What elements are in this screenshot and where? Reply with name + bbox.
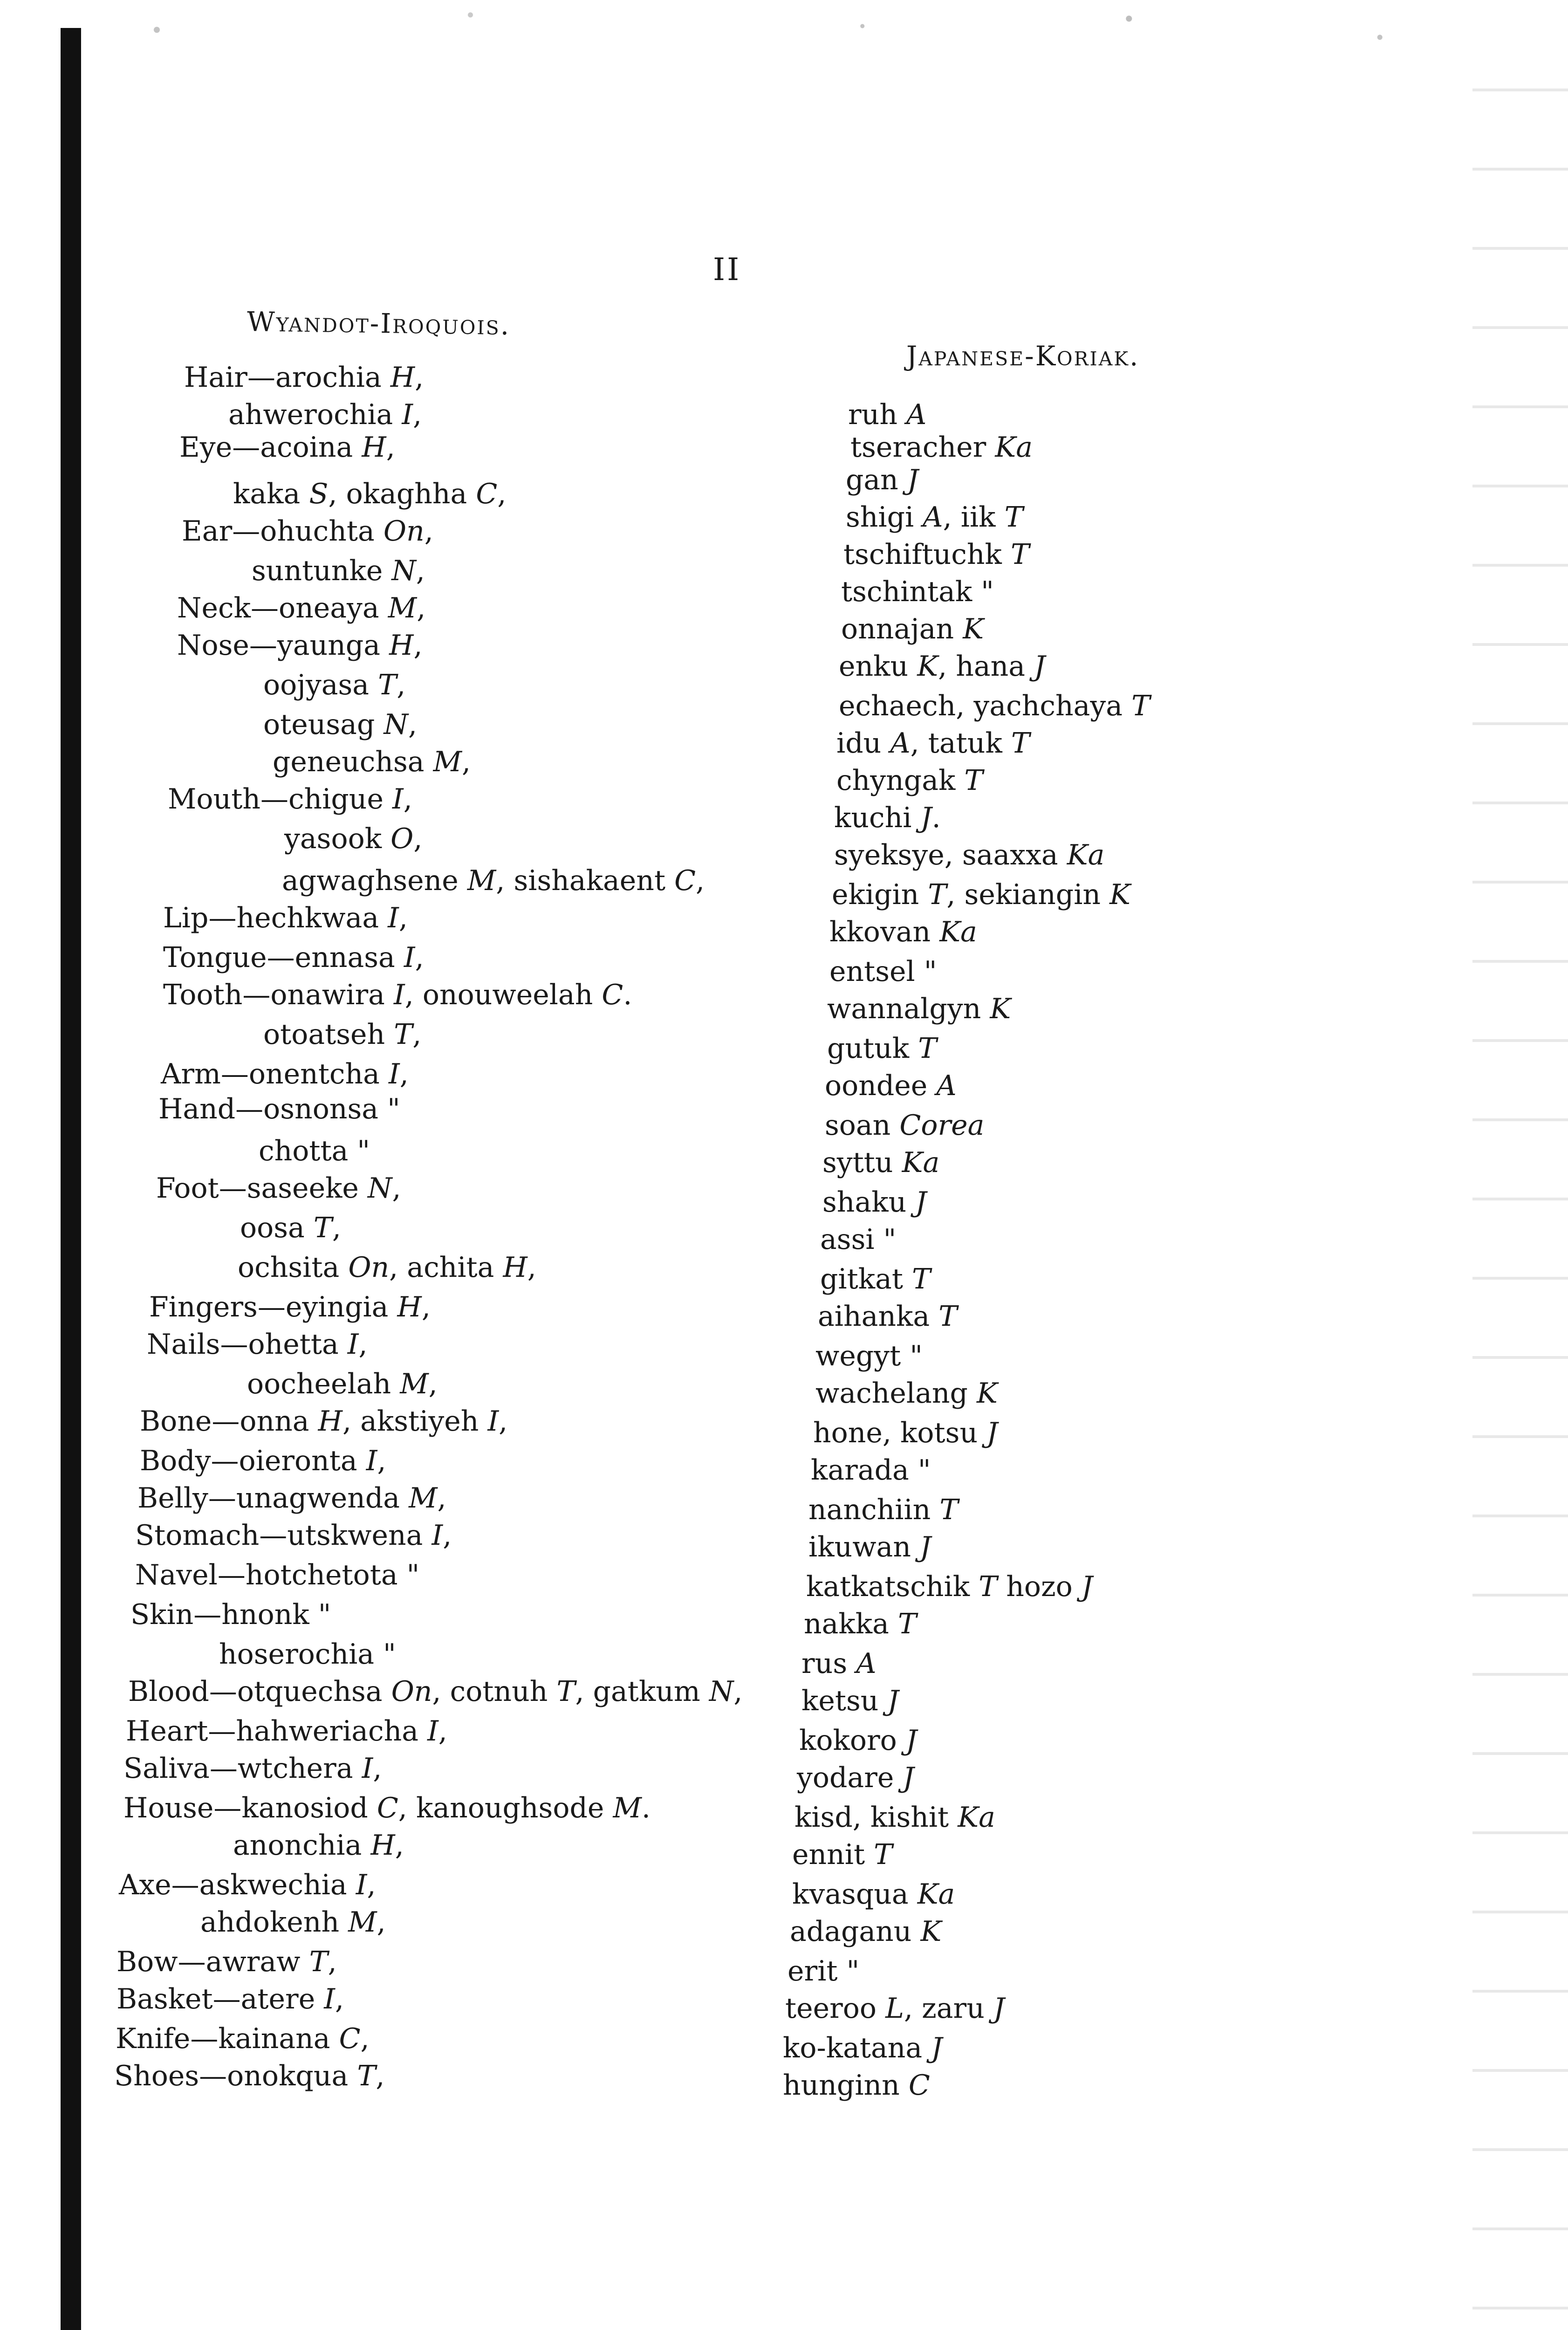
koriak-entry: kokoro J xyxy=(799,1724,917,1757)
koriak-entry: adaganu K xyxy=(790,1915,942,1948)
koriak-entry: kvasqua Ka xyxy=(792,1878,955,1911)
wyandot-entry: House—kanosiod C, kanoughsode M. xyxy=(123,1792,650,1824)
wyandot-entry: Body—oieronta I, xyxy=(140,1445,386,1477)
wyandot-entry: oocheelah M, xyxy=(247,1368,438,1400)
wyandot-entry: Lip—hechkwaa I, xyxy=(163,902,408,934)
koriak-entry: gutuk T xyxy=(827,1032,937,1065)
koriak-entry: aihanka T xyxy=(818,1300,958,1333)
koriak-entry: shaku J xyxy=(822,1186,927,1219)
wyandot-entry: anonchia H, xyxy=(233,1829,404,1862)
wyandot-entry: Foot—saseeke N, xyxy=(156,1172,401,1205)
koriak-entry: onnajan K xyxy=(841,613,984,645)
koriak-entry: entsel " xyxy=(829,955,937,988)
koriak-entry: chyngak T xyxy=(836,764,983,797)
page-number: II xyxy=(713,252,741,288)
right-edge-speckle xyxy=(1472,47,1568,2330)
wyandot-entry: Fingers—eyingia H, xyxy=(149,1291,431,1323)
wyandot-entry: hoserochia " xyxy=(219,1638,396,1671)
wyandot-entry: Navel—hotchetota " xyxy=(135,1559,420,1591)
wyandot-entry: Blood—otquechsa On, cotnuh T, gatkum N, xyxy=(128,1675,743,1708)
koriak-entry: kkovan Ka xyxy=(829,916,977,948)
wyandot-entry: Ear—ohuchta On, xyxy=(182,515,433,548)
koriak-entry: ikuwan J xyxy=(808,1531,931,1563)
wyandot-entry: Belly—unagwenda M, xyxy=(137,1482,446,1514)
koriak-entry: hunginn C xyxy=(783,2069,930,2102)
wyandot-entry: Tongue—ennasa I, xyxy=(163,941,424,974)
wyandot-entry: suntunke N, xyxy=(252,555,425,587)
wyandot-entry: Bow—awraw T, xyxy=(116,1946,337,1978)
koriak-entry: assi " xyxy=(820,1223,897,1256)
wyandot-entry: Hair—arochia H, xyxy=(184,361,424,394)
koriak-entry: soan Corea xyxy=(825,1109,985,1142)
koriak-entry: teeroo L, zaru J xyxy=(785,1992,1005,2025)
koriak-entry: katkatschik T hozo J xyxy=(806,1570,1093,1603)
wyandot-entry: ahdokenh M, xyxy=(200,1906,386,1939)
koriak-entry: wachelang K xyxy=(815,1377,998,1410)
koriak-entry: wannalgyn K xyxy=(827,993,1011,1025)
koriak-entry: enku K, hana J xyxy=(839,650,1046,683)
wyandot-entry: otoatseh T, xyxy=(263,1018,422,1051)
koriak-entry: syttu Ka xyxy=(822,1146,940,1179)
wyandot-entry: Skin—hnonk " xyxy=(130,1598,331,1631)
wyandot-entry: Tooth—onawira I, onouweelah C. xyxy=(163,979,632,1011)
wyandot-entry: Mouth—chigue I, xyxy=(168,783,412,816)
wyandot-entry: geneuchsa M, xyxy=(273,746,471,778)
koriak-entry: kuchi J. xyxy=(834,802,941,834)
wyandot-entry: Basket—atere I, xyxy=(116,1983,344,2015)
koriak-entry: nanchiin T xyxy=(808,1494,959,1526)
wyandot-entry: Knife—kainana C, xyxy=(116,2022,370,2055)
wyandot-entry: Bone—onna H, akstiyeh I, xyxy=(140,1405,508,1438)
wyandot-entry: chotta " xyxy=(259,1135,370,1167)
right-column-heading: Japanese-Koriak. xyxy=(906,340,1140,372)
wyandot-entry: Saliva—wtchera I, xyxy=(123,1752,382,1785)
binding-shadow xyxy=(61,28,81,2330)
koriak-entry: gan J xyxy=(846,464,918,496)
koriak-entry: tschintak " xyxy=(841,576,994,608)
koriak-entry: ko-katana J xyxy=(783,2032,943,2064)
koriak-entry: ketsu J xyxy=(801,1685,899,1717)
wyandot-entry: Hand—osnonsa " xyxy=(158,1093,400,1125)
wyandot-entry: Shoes—onokqua T, xyxy=(114,2060,385,2092)
koriak-entry: kisd, kishit Ka xyxy=(794,1801,995,1834)
wyandot-entry: oosa T, xyxy=(240,1212,341,1244)
koriak-entry: hone, kotsu J xyxy=(813,1417,998,1449)
wyandot-entry: Heart—hahweriacha I, xyxy=(126,1715,447,1748)
koriak-entry: tschiftuchk T xyxy=(843,538,1030,571)
koriak-entry: ennit T xyxy=(792,1838,893,1871)
wyandot-entry: oteusag N, xyxy=(263,708,418,741)
koriak-entry: ekigin T, sekiangin K xyxy=(832,878,1130,911)
koriak-entry: echaech, yachchaya T xyxy=(839,690,1150,722)
koriak-entry: yodare J xyxy=(797,1761,914,1794)
wyandot-entry: Eye—acoina H, xyxy=(179,431,395,464)
koriak-entry: idu A, tatuk T xyxy=(836,727,1030,760)
wyandot-entry: ochsita On, achita H, xyxy=(238,1251,536,1284)
wyandot-entry: Nails—ohetta I, xyxy=(147,1328,368,1361)
koriak-entry: syeksye, saaxxa Ka xyxy=(834,839,1105,871)
wyandot-entry: Nose—yaunga H, xyxy=(177,629,423,662)
wyandot-entry: Axe—askwechia I, xyxy=(119,1869,376,1901)
wyandot-entry: yasook O, xyxy=(284,822,423,855)
top-edge-speckle xyxy=(0,0,1568,75)
koriak-entry: nakka T xyxy=(804,1608,917,1640)
koriak-entry: wegyt " xyxy=(815,1340,923,1372)
wyandot-entry: Neck—oneaya M, xyxy=(177,592,426,624)
koriak-entry: tseracher Ka xyxy=(850,431,1033,464)
koriak-entry: oondee A xyxy=(825,1069,957,1102)
koriak-entry: ruh A xyxy=(848,398,927,431)
wyandot-entry: Stomach—utskwena I, xyxy=(135,1519,452,1552)
koriak-entry: rus A xyxy=(801,1647,876,1680)
wyandot-entry: agwaghsene M, sishakaent C, xyxy=(282,864,705,897)
koriak-entry: erit " xyxy=(787,1955,860,1987)
wyandot-entry: kaka S, okaghha C, xyxy=(233,478,507,510)
wyandot-entry: oojyasa T, xyxy=(263,669,406,701)
koriak-entry: karada " xyxy=(811,1454,931,1487)
left-column-heading: Wyandot-Iroquois. xyxy=(246,306,511,341)
koriak-entry: shigi A, iik T xyxy=(846,501,1023,534)
wyandot-entry: Arm—onentcha I, xyxy=(161,1058,409,1090)
wyandot-entry: ahwerochia I, xyxy=(228,398,422,431)
koriak-entry: gitkat T xyxy=(820,1263,931,1295)
